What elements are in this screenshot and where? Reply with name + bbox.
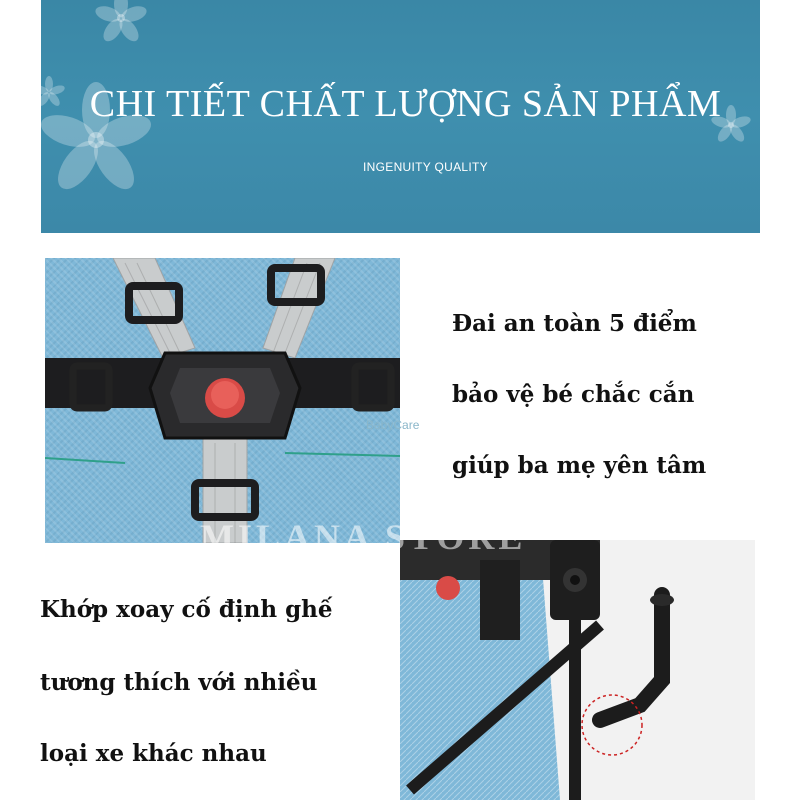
banner-subtitle: INGENUITY QUALITY — [363, 160, 488, 174]
joint-feature-text — [40, 596, 390, 776]
harness-feature-line: bảo vệ bé chắc cắn — [452, 381, 695, 408]
harness-buckle-illustration — [45, 258, 400, 543]
seat-joint-illustration — [400, 540, 755, 800]
joint-feature-line: Khớp xoay cố định ghế — [40, 596, 333, 623]
harness-photo — [45, 258, 400, 543]
harness-feature-line: Đai an toàn 5 điểm — [452, 310, 697, 337]
logo-text: BabyCare — [366, 418, 420, 432]
joint-photo — [400, 540, 755, 800]
joint-feature-line: loại xe khác nhau — [40, 740, 267, 767]
banner-title: CHI TIẾT CHẤT LƯỢNG SẢN PHẨM — [89, 83, 722, 125]
harness-feature-line: giúp ba mẹ yên tâm — [452, 452, 707, 479]
header-banner — [41, 0, 760, 233]
joint-feature-line: tương thích với nhiều — [40, 669, 318, 696]
harness-feature-text — [452, 310, 752, 510]
store-watermark: MILANA STORE — [200, 517, 527, 557]
